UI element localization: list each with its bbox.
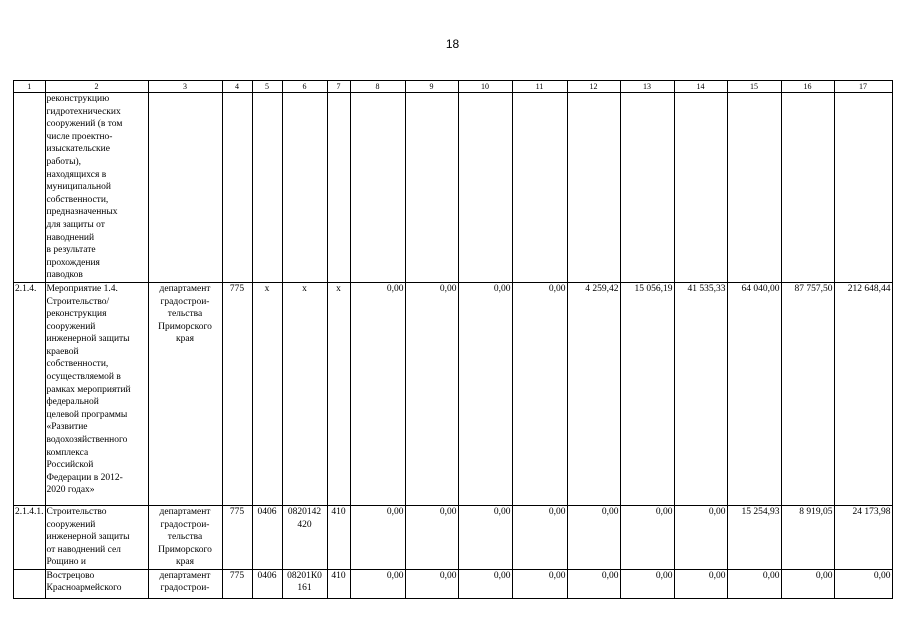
table-cell: 0,00 (620, 569, 674, 598)
table-cell: 0,00 (458, 505, 512, 569)
table-cell: департамент градострои- тельства Приморского края (148, 505, 222, 569)
table-cell: 0,00 (834, 569, 892, 598)
table-cell: 0,00 (458, 569, 512, 598)
table-cell: 410 (327, 569, 350, 598)
table-cell: 15 056,19 (620, 282, 674, 505)
table-cell: 775 (222, 569, 252, 598)
table-cell (512, 93, 567, 283)
table-cell: 0,00 (674, 569, 727, 598)
table-cell: x (252, 282, 282, 505)
column-header: 11 (512, 81, 567, 93)
table-cell: 0,00 (781, 569, 834, 598)
column-header: 8 (350, 81, 405, 93)
table-cell: 0,00 (620, 505, 674, 569)
table-cell: x (282, 282, 327, 505)
table-cell: Мероприятие 1.4. Строительство/ реконструкция сооружений инженерной защиты краевой собственности, осуществляемой в рамках мероприятий федеральной целевой программы «Развитие водохозяйственного комплекса Российской Федерации в 2012- 2020 годах» (45, 282, 148, 505)
table-cell (781, 93, 834, 283)
table-cell: 08201К0 161 (282, 569, 327, 598)
table-row (14, 93, 893, 283)
column-header: 1 (14, 81, 46, 93)
table-cell: 0,00 (350, 282, 405, 505)
table-cell (14, 93, 46, 283)
table-cell: 0,00 (405, 569, 458, 598)
table-cell (674, 93, 727, 283)
table-cell (327, 93, 350, 283)
table-cell: 87 757,50 (781, 282, 834, 505)
page-number: 18 (445, 37, 460, 51)
table-cell: 64 040,00 (727, 282, 781, 505)
table-cell (252, 93, 282, 283)
column-header: 6 (282, 81, 327, 93)
table-cell: 775 (222, 282, 252, 505)
table-cell: x (327, 282, 350, 505)
table-cell (350, 93, 405, 283)
budget-table (13, 80, 893, 599)
table-cell: 0406 (252, 569, 282, 598)
table-cell (148, 93, 222, 283)
table-cell: 0,00 (674, 505, 727, 569)
table-cell: 15 254,93 (727, 505, 781, 569)
table-cell (458, 93, 512, 283)
table-cell: 0,00 (567, 569, 620, 598)
table-cell: 0820142 420 (282, 505, 327, 569)
table-cell: 8 919,05 (781, 505, 834, 569)
column-header: 17 (834, 81, 892, 93)
table-cell: Вострецово Красноармейского (45, 569, 148, 598)
column-header: 16 (781, 81, 834, 93)
column-header: 10 (458, 81, 512, 93)
table-cell: 2.1.4.1. (14, 505, 46, 569)
table-cell: 2.1.4. (14, 282, 46, 505)
table-cell (727, 93, 781, 283)
table-cell: 41 535,33 (674, 282, 727, 505)
column-header: 4 (222, 81, 252, 93)
table-cell: 410 (327, 505, 350, 569)
column-header: 12 (567, 81, 620, 93)
table-cell: 0,00 (512, 569, 567, 598)
column-header: 13 (620, 81, 674, 93)
table-cell (620, 93, 674, 283)
table-cell: 0,00 (458, 282, 512, 505)
table-cell (282, 93, 327, 283)
table-cell: 0,00 (567, 505, 620, 569)
table-row (14, 569, 893, 598)
table-cell (834, 93, 892, 283)
table-cell: 0406 (252, 505, 282, 569)
table-cell: департамент градострои- (148, 569, 222, 598)
table-cell (14, 569, 46, 598)
table-cell: 0,00 (350, 505, 405, 569)
table-cell: 0,00 (350, 569, 405, 598)
column-header: 7 (327, 81, 350, 93)
table-row (14, 505, 893, 569)
table-cell: 212 648,44 (834, 282, 892, 505)
table-cell: 0,00 (727, 569, 781, 598)
table-cell (222, 93, 252, 283)
table-cell: 0,00 (405, 505, 458, 569)
table-cell: департамент градострои- тельства Приморского края (148, 282, 222, 505)
column-header: 9 (405, 81, 458, 93)
table-row (14, 282, 893, 505)
table-cell: 4 259,42 (567, 282, 620, 505)
table-header-row (14, 81, 893, 93)
table-cell: 24 173,98 (834, 505, 892, 569)
column-header: 15 (727, 81, 781, 93)
column-header: 5 (252, 81, 282, 93)
table-cell (567, 93, 620, 283)
table-cell: 775 (222, 505, 252, 569)
table-cell: 0,00 (512, 282, 567, 505)
table-cell: 0,00 (405, 282, 458, 505)
column-header: 14 (674, 81, 727, 93)
table-cell: 0,00 (512, 505, 567, 569)
table-cell: Строительство сооружений инженерной защиты от наводнений сел Рощино и (45, 505, 148, 569)
table-cell: реконструкцию гидротехнических сооружений (в том числе проектно- изыскательские работы), находящихся в муниципальной собственности, предназначенных для защиты от наводнений в результате прохождения паводков (45, 93, 148, 283)
column-header: 3 (148, 81, 222, 93)
table-cell (405, 93, 458, 283)
column-header: 2 (45, 81, 148, 93)
